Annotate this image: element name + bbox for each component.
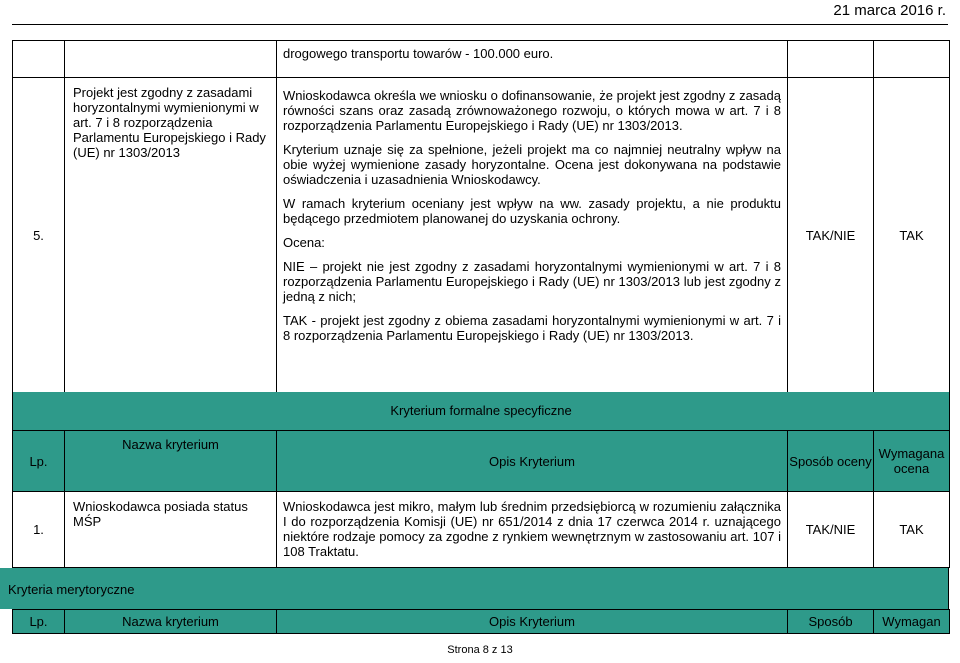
criteria-table-top [12, 40, 950, 393]
empty-cell [788, 41, 874, 78]
criterion-1-required: TAK [874, 492, 950, 568]
criterion-1-lp: 1. [13, 492, 65, 568]
section-title: Kryteria merytoryczne [8, 582, 135, 597]
header-lp: Lp. [13, 610, 65, 634]
header-method: Sposób [788, 610, 874, 634]
empty-cell [13, 41, 65, 78]
previous-criterion-tail: drogowego transportu towarów - 100.000 euro. [277, 41, 788, 78]
page-number: Strona 8 z 13 [447, 644, 513, 656]
description-paragraph: Ocena: [283, 235, 325, 250]
criterion-5-required: TAK [874, 78, 950, 393]
empty-cell [874, 41, 950, 78]
criterion-5-description [277, 78, 788, 393]
description-paragraph: TAK - projekt jest zgodny z obiema zasadami horyzontalnymi wymienionymi w art. 7 i 8 rozporządzenia Parlamentu Europejskiego i Rady (UE) nr 1303/2013. [283, 313, 781, 343]
header-description: Opis Kryterium [277, 610, 788, 634]
criterion-1-description: Wnioskodawca jest mikro, małym lub średnim przedsiębiorcą w rozumieniu załącznika I do rozporządzenia Komisji (UE) nr 651/2014 z dnia 17 czerwca 2014 r. uznającego niektóre rodzaje pomocy za zgodne z rynkiem wewnętrznym w zastosowaniu art. 107 i 108 Traktatu. [277, 492, 788, 568]
description-paragraph: Kryterium uznaje się za spełnione, jeżeli projekt ma co najmniej neutralny wpływ na obie wyżej wymienione zasady horyzontalne. Ocena jest dokonywana na podstawie oświadczenia i uzasadnienia Wnioskodawcy. [283, 142, 781, 187]
criterion-1-method: TAK/NIE [788, 492, 874, 568]
criterion-5-method: TAK/NIE [788, 78, 874, 393]
header-name: Nazwa kryterium [65, 610, 277, 634]
description-paragraph: W ramach kryterium oceniany jest wpływ na ww. zasady projektu, a nie produktu będącego przedmiotem planowanej do uzyskania ochrony. [283, 196, 781, 226]
header-required: Wymagan [874, 610, 950, 634]
header-description: Opis Kryterium [277, 431, 788, 492]
header-name: Nazwa kryterium [65, 431, 277, 492]
document-date: 21 marca 2016 r. [833, 2, 946, 19]
header-rule [12, 24, 948, 25]
criterion-1-name: Wnioskodawca posiada status MŚP [65, 492, 277, 568]
criterion-5-lp: 5. [13, 78, 65, 393]
empty-cell [65, 41, 277, 78]
criteria-table-merit-header [12, 609, 950, 634]
description-paragraph: Wnioskodawca określa we wniosku o dofinansowanie, że projekt jest zgodny z zasadą równości szans oraz zasadą zrównoważonego rozwoju, o których mowa w art. 7 i 8 rozporządzenia Parlamentu Europejskiego i Rady (UE) nr 1303/2013. [283, 88, 781, 133]
section-bar-merit [0, 568, 949, 609]
criteria-table-specific [12, 430, 950, 568]
description-paragraph: NIE – projekt nie jest zgodny z zasadami horyzontalnymi wymienionymi w art. 7 i 8 rozporządzenia Parlamentu Europejskiego i Rady (UE) nr 1303/2013 lub jest zgodny z jedną z nich; [283, 259, 781, 304]
section-title: Kryterium formalne specyficzne [390, 403, 572, 418]
criterion-5-name: Projekt jest zgodny z zasadami horyzontalnymi wymienionymi w art. 7 i 8 rozporządzenia Parlamentu Europejskiego i Rady (UE) nr 1303/2013 [65, 78, 277, 393]
header-method: Sposób oceny [788, 431, 874, 492]
header-required: Wymagana ocena [874, 431, 950, 492]
section-bar-formal-specific [12, 392, 950, 430]
header-lp: Lp. [13, 431, 65, 492]
